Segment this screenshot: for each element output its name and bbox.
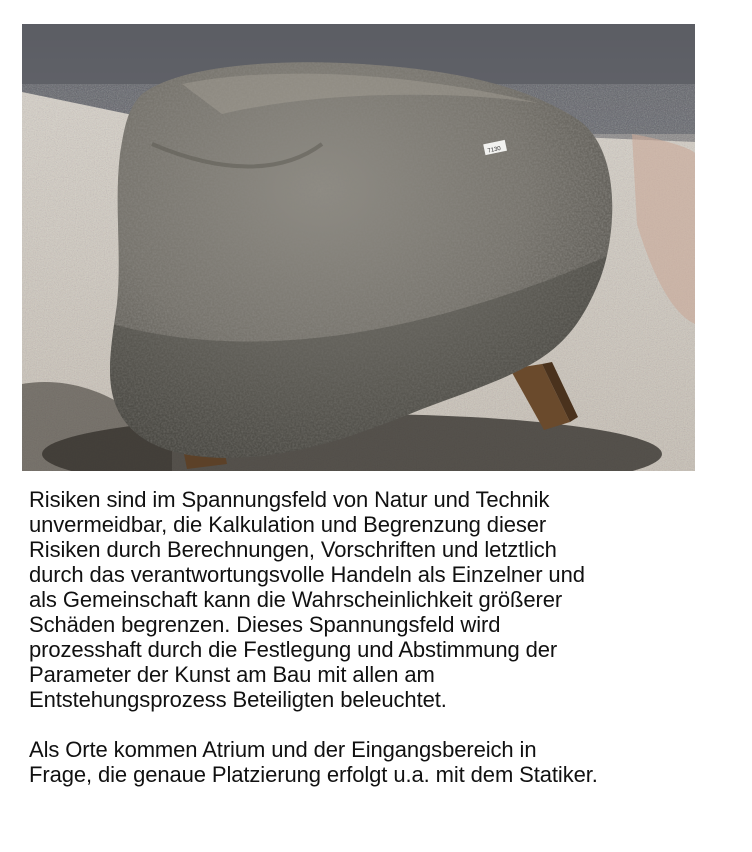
paragraph-line: Risiken durch Berechnungen, Vorschriften und letztlich <box>29 537 557 562</box>
description-text <box>29 487 729 787</box>
paragraph-line: Als Orte kommen Atrium und der Eingangsbereich in <box>29 737 537 762</box>
paragraph-line: prozesshaft durch die Festlegung und Abstimmung der <box>29 637 558 662</box>
paragraph-2 <box>29 737 729 787</box>
paragraph-line: durch das verantwortungsvolle Handeln als Einzelner und <box>29 562 585 587</box>
paragraph-line: Parameter der Kunst am Bau mit allen am <box>29 662 435 687</box>
paragraph-line: Entstehungsprozess Beteiligten beleuchtet. <box>29 687 447 712</box>
paragraph-1 <box>29 487 729 712</box>
tag-label: 7130 <box>487 145 502 155</box>
boulder-illustration <box>22 24 695 471</box>
paragraph-line: als Gemeinschaft kann die Wahrscheinlichkeit größerer <box>29 587 563 612</box>
paragraph-line: Risiken sind im Spannungsfeld von Natur und Technik <box>29 487 550 512</box>
paragraph-line: unvermeidbar, die Kalkulation und Begrenzung dieser <box>29 512 547 537</box>
boulder-photo <box>22 24 695 471</box>
paragraph-line: Schäden begrenzen. Dieses Spannungsfeld wird <box>29 612 501 637</box>
paragraph-line: Frage, die genaue Platzierung erfolgt u.a. mit dem Statiker. <box>29 762 598 787</box>
